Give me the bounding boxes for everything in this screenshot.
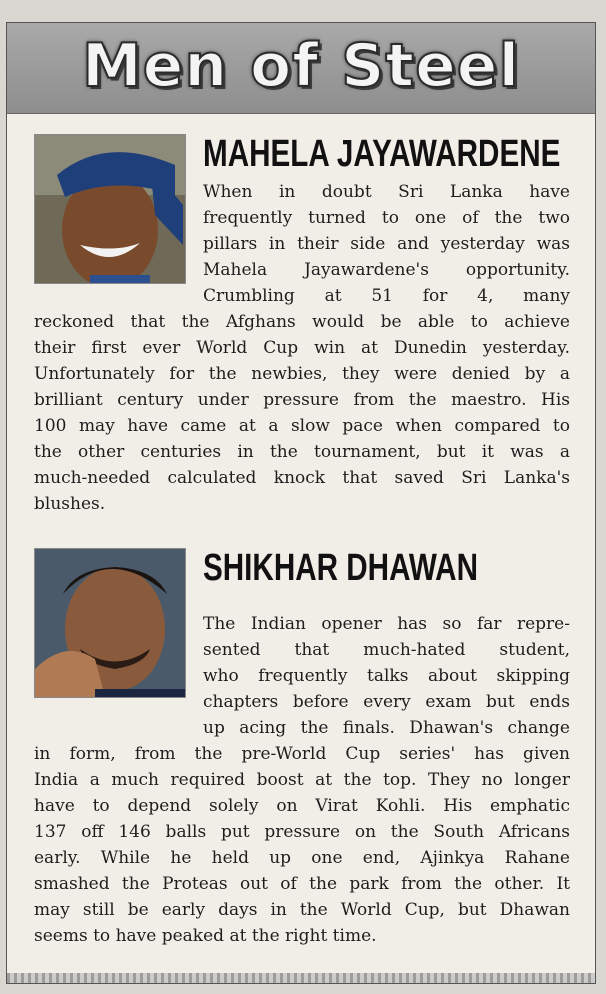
text-line: brilliant century under pressure from the maestro. His: [34, 390, 570, 410]
page-title: Men of Steel: [81, 31, 521, 101]
text-line: in form, from the pre-World Cup series' has given: [34, 744, 570, 764]
text-line: 100 may have came at a slow pace when compared to: [34, 416, 570, 436]
text-line: When in doubt Sri Lanka have: [203, 182, 570, 202]
text-line: who frequently talks about skipping: [203, 666, 570, 686]
article-heading-jayawardene: MAHELA JAYAWARDENE: [203, 133, 561, 175]
text-line: frequently turned to one of the two: [203, 208, 570, 228]
player-photo-dhawan: [34, 548, 186, 698]
player-photo-jayawardene: [34, 134, 186, 284]
bottom-border: [7, 973, 595, 983]
text-line: sented that much-hated student,: [203, 640, 570, 660]
text-line: The Indian opener has so far repre-: [203, 614, 570, 634]
article-body-dhawan: [34, 741, 570, 949]
text-line: Crumbling at 51 for 4, many: [203, 286, 570, 306]
text-line: Mahela Jayawardene's opportunity.: [203, 260, 570, 280]
text-line: blushes.: [34, 494, 106, 514]
text-line: pillars in their side and yesterday was: [203, 234, 570, 254]
text-line: Unfortunately for the newbies, they were denied by a: [34, 364, 570, 384]
text-line: reckoned that the Afghans would be able to achieve: [34, 312, 570, 332]
text-line: the other centuries in the tournament, but it was a: [34, 442, 570, 462]
text-line: India a much required boost at the top. They no longer: [34, 770, 570, 790]
article-body-dhawan-intro: [203, 611, 570, 741]
text-line: their first ever World Cup win at Dunedin yesterday.: [34, 338, 570, 358]
header-banner: [7, 23, 595, 114]
article-body-jayawardene: [34, 309, 570, 517]
text-line: have to depend solely on Virat Kohli. His emphatic: [34, 796, 570, 816]
article-heading-dhawan: SHIKHAR DHAWAN: [203, 547, 478, 589]
text-line: seems to have peaked at the right time.: [34, 926, 377, 946]
article-body-jayawardene-intro: [203, 179, 570, 309]
text-line: may still be early days in the World Cup, but Dhawan: [34, 900, 570, 920]
article-panel: [6, 22, 596, 984]
text-line: much-needed calculated knock that saved Sri Lanka's: [34, 468, 570, 488]
text-line: 137 off 146 balls put pressure on the South Africans: [34, 822, 570, 842]
text-line: up acing the finals. Dhawan's change: [203, 718, 570, 738]
text-line: early. While he held up one end, Ajinkya Rahane: [34, 848, 570, 868]
text-line: smashed the Proteas out of the park from the other. It: [34, 874, 570, 894]
text-line: chapters before every exam but ends: [203, 692, 570, 712]
